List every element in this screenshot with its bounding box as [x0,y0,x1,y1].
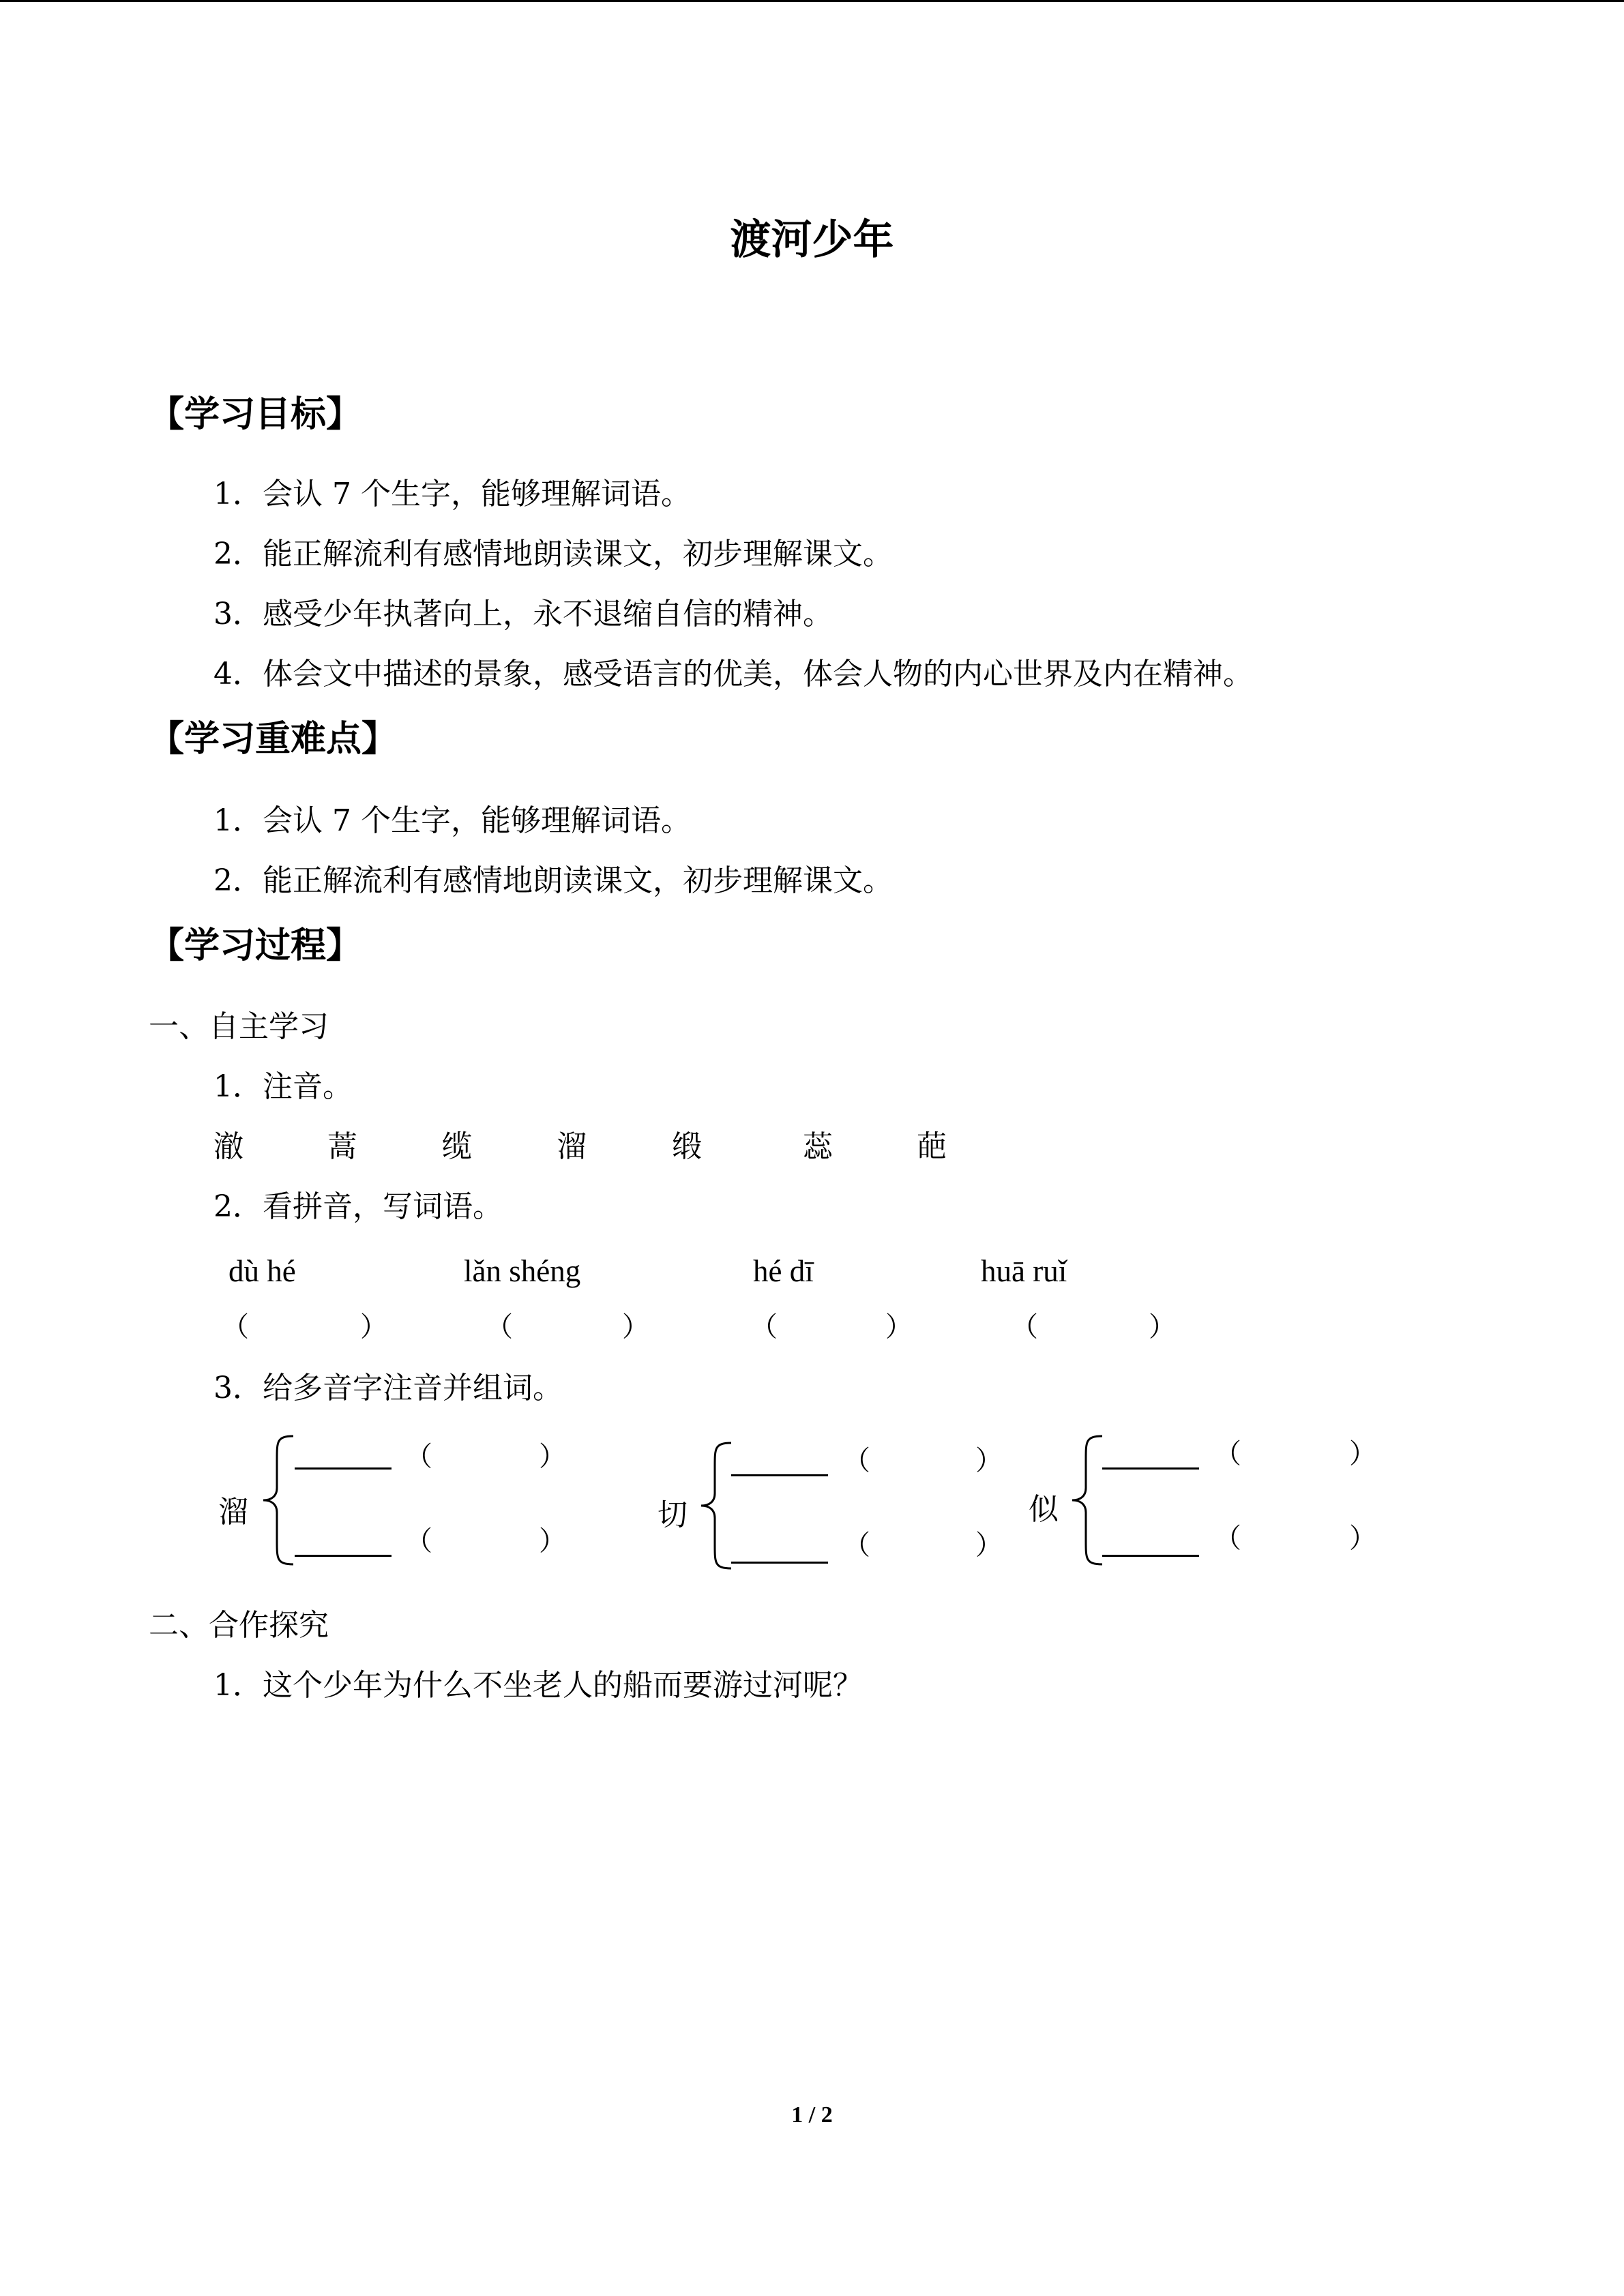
polyphone-char: 溜 [218,1495,248,1530]
section-heading-goals: 【学习目标】 [149,394,362,435]
answer-paren-close: ） [1149,1311,1176,1343]
q1-label: 1．注音。 [213,1069,353,1104]
pinyin-blank[interactable] [295,1467,392,1470]
left-brace-icon [697,1439,738,1572]
polyphone-char: 切 [658,1497,688,1532]
annotate-char: 蕊 [803,1129,833,1164]
part1-title: 一、自主学习 [149,1009,329,1044]
annotate-char: 澈 [213,1129,243,1164]
answer-paren-open: （ [1214,1438,1241,1470]
answer-paren-open: （ [486,1311,513,1343]
pinyin-prompt: hé dī [753,1254,814,1288]
section-heading-key-points: 【学习重难点】 [149,719,398,760]
part2-question-1: 1．这个少年为什么不坐老人的船而要游过河呢？ [213,1668,863,1703]
answer-paren-close: ） [360,1311,387,1343]
answer-paren-close: ） [1349,1438,1376,1470]
part2-title: 二、合作探究 [149,1608,329,1643]
answer-paren-open: （ [1214,1523,1241,1554]
polyphone-char: 似 [1029,1492,1059,1527]
answer-paren-close: ） [622,1311,649,1343]
document-title: 渡河少年 [730,216,894,264]
annotate-char: 溜 [557,1129,587,1164]
top-border-line [0,0,1624,2]
goal-item-4: 4．体会文中描述的景象，感受语言的优美，体会人物的内心世界及内在精神。 [213,657,1253,691]
answer-paren-open: （ [222,1311,249,1343]
page-number: 1 / 2 [791,2102,833,2128]
answer-paren-close: ） [975,1530,1003,1561]
answer-paren-open: （ [1011,1311,1038,1343]
pinyin-prompt: dù hé [228,1254,296,1288]
q2-label: 2．看拼音，写词语。 [213,1189,503,1224]
answer-paren-open: （ [405,1441,432,1472]
key-point-item-2: 2．能正解流利有感情地朗读课文，初步理解课文。 [213,863,893,898]
pinyin-blank[interactable] [731,1562,828,1564]
answer-paren-close: ） [885,1311,913,1343]
answer-paren-open: （ [405,1525,432,1557]
answer-paren-open: （ [750,1311,778,1343]
left-brace-icon [259,1432,300,1568]
answer-paren-open: （ [843,1445,870,1476]
pinyin-blank[interactable] [295,1555,392,1557]
annotate-char: 缎 [672,1129,702,1164]
goal-item-2: 2．能正解流利有感情地朗读课文，初步理解课文。 [213,537,893,571]
goal-item-3: 3．感受少年执著向上，永不退缩自信的精神。 [213,597,833,631]
answer-paren-open: （ [843,1530,870,1561]
annotate-char: 蒿 [327,1129,357,1164]
left-brace-icon [1068,1432,1109,1568]
pinyin-blank[interactable] [1102,1555,1199,1557]
answer-paren-close: ） [975,1445,1003,1476]
answer-paren-close: ） [539,1441,566,1472]
section-heading-process: 【学习过程】 [149,925,362,966]
answer-paren-close: ） [1349,1523,1376,1554]
pinyin-prompt: huā ruǐ [981,1254,1067,1288]
pinyin-blank[interactable] [1102,1467,1199,1470]
annotate-char: 缆 [442,1129,472,1164]
q3-label: 3．给多音字注音并组词。 [213,1371,563,1405]
answer-paren-close: ） [539,1525,566,1557]
key-point-item-1: 1．会认 7 个生字，能够理解词语。 [213,803,691,838]
pinyin-prompt: lǎn shéng [464,1254,581,1288]
goal-item-1: 1．会认 7 个生字，能够理解词语。 [213,477,691,511]
annotate-char: 葩 [917,1129,947,1164]
pinyin-blank[interactable] [731,1474,828,1476]
